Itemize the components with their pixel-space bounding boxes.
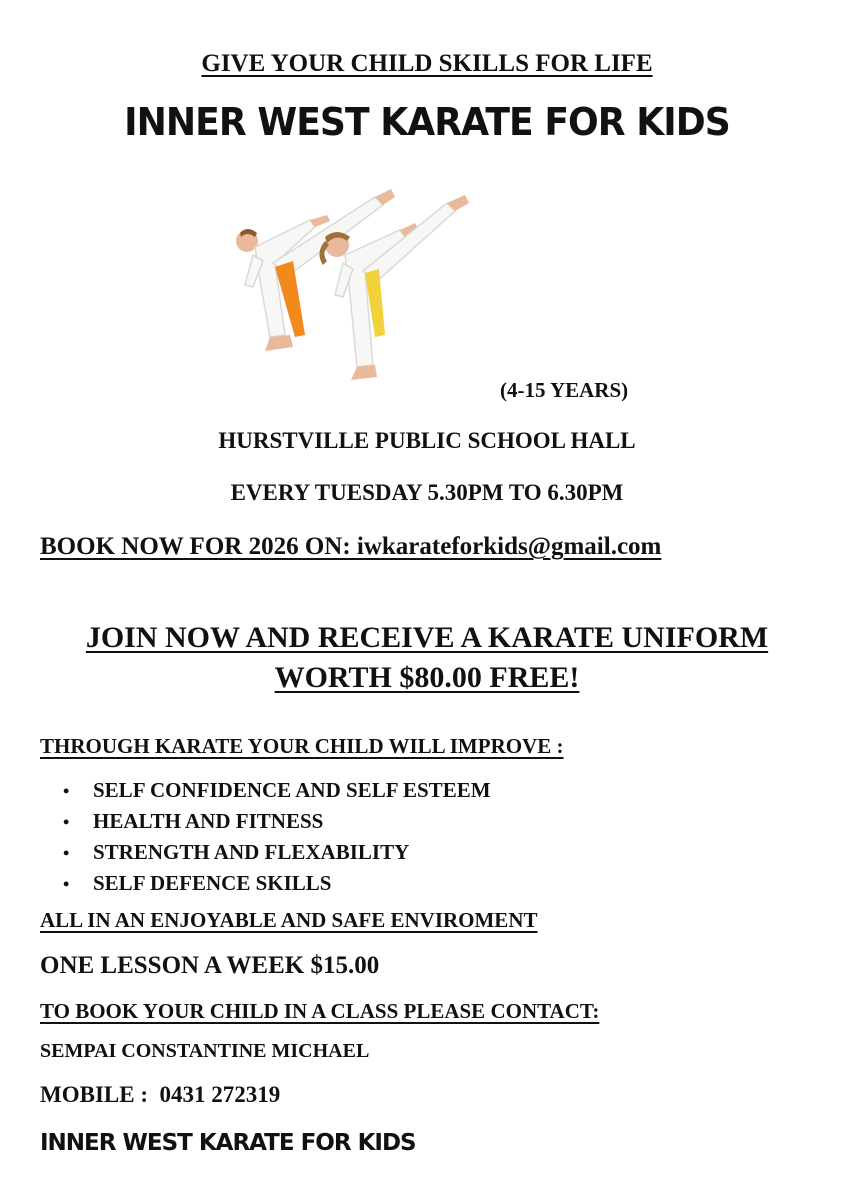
footer-brand: INNER WEST KARATE FOR KIDS <box>40 1130 416 1156</box>
benefit-text: SELF DEFENCE SKILLS <box>93 871 332 895</box>
karate-kids-image <box>215 175 475 390</box>
booking-email-line: BOOK NOW FOR 2026 ON: iwkarateforkids@gmail.com <box>40 533 662 560</box>
list-item <box>63 869 491 900</box>
benefit-text: HEALTH AND FITNESS <box>93 809 324 833</box>
class-schedule: EVERY TUESDAY 5.30PM TO 6.30PM <box>230 480 624 505</box>
promo-line-1: JOIN NOW AND RECEIVE A KARATE UNIFORM <box>85 621 769 654</box>
list-item <box>63 776 491 807</box>
bullet-icon: • <box>63 874 70 894</box>
tagline: GIVE YOUR CHILD SKILLS FOR LIFE <box>201 50 653 77</box>
list-item <box>63 838 491 869</box>
promo-line-2: WORTH $80.00 FREE! <box>274 661 580 694</box>
benefit-text: STRENGTH AND FLEXABILITY <box>93 840 410 864</box>
list-item <box>63 807 491 838</box>
bullet-icon: • <box>63 781 70 801</box>
bullet-icon: • <box>63 843 70 863</box>
mobile-number: MOBILE : 0431 272319 <box>40 1082 281 1107</box>
contact-heading: TO BOOK YOUR CHILD IN A CLASS PLEASE CONTACT: <box>40 999 600 1023</box>
benefit-text: SELF CONFIDENCE AND SELF ESTEEM <box>93 778 491 802</box>
venue: HURSTVILLE PUBLIC SCHOOL HALL <box>218 428 636 453</box>
benefits-list <box>63 776 491 900</box>
lesson-price: ONE LESSON A WEEK $15.00 <box>40 952 380 979</box>
instructor-name: SEMPAI CONSTANTINE MICHAEL <box>40 1040 370 1062</box>
benefits-heading: THROUGH KARATE YOUR CHILD WILL IMPROVE : <box>40 734 564 758</box>
age-range: (4-15 YEARS) <box>500 378 629 402</box>
environment-note: ALL IN AN ENJOYABLE AND SAFE ENVIROMENT <box>40 908 538 932</box>
page-title: INNER WEST KARATE FOR KIDS <box>124 100 730 144</box>
uniform-promo <box>0 618 854 698</box>
bullet-icon: • <box>63 812 70 832</box>
